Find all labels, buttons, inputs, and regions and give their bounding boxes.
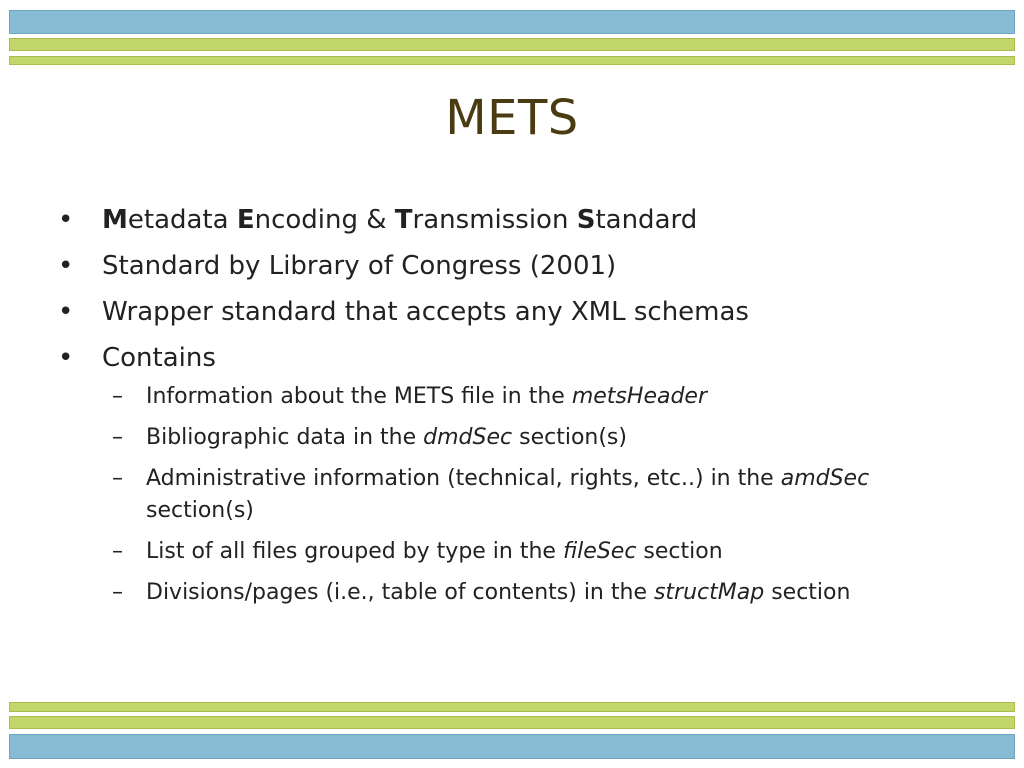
bullet-item [56, 289, 956, 335]
bullet-icon: • [58, 251, 74, 281]
dash-icon: – [112, 425, 123, 450]
dash-icon: – [112, 466, 123, 491]
slide-title: METS [445, 90, 579, 146]
bullet-item [56, 243, 956, 289]
acronym-letter-m: M [102, 205, 128, 235]
bottom-green-stripe-thin [9, 702, 1015, 712]
top-green-stripe-thin [9, 56, 1015, 65]
sub-bullet-item [112, 577, 956, 609]
bullet-text-acronym [102, 197, 697, 243]
sub-text-pre: List of all files grouped by type in the [146, 539, 563, 564]
bullet-icon: • [58, 297, 74, 327]
sub-text-em: dmdSec [423, 425, 513, 450]
bullet-list [56, 197, 956, 618]
sub-bullet-list [56, 381, 956, 609]
bullet-text: Wrapper standard that accepts any XML schemas [102, 297, 749, 327]
acronym-word: ncoding & [254, 205, 395, 235]
bullet-text: Standard by Library of Congress (2001) [102, 251, 617, 281]
acronym-letter-e: E [236, 205, 255, 235]
sub-bullet-text [146, 422, 916, 454]
bullet-item [56, 197, 956, 243]
bullet-icon: • [58, 343, 74, 373]
sub-text-post: section(s) [146, 498, 254, 523]
sub-text-post: section [636, 539, 723, 564]
sub-bullet-text [146, 381, 916, 413]
top-blue-stripe [9, 10, 1015, 34]
acronym-word: tandard [595, 205, 698, 235]
sub-bullet-item [112, 422, 956, 454]
dash-icon: – [112, 384, 123, 409]
sub-text-em: metsHeader [571, 384, 708, 409]
sub-text-pre: Administrative information (technical, rights, etc..) in the [146, 466, 781, 491]
sub-text-pre: Bibliographic data in the [146, 425, 424, 450]
sub-bullet-item [112, 463, 956, 527]
sub-text-em: amdSec [780, 466, 870, 491]
sub-text-em: structMap [653, 580, 765, 605]
sub-bullet-text [146, 536, 916, 568]
dash-icon: – [112, 580, 123, 605]
sub-text-pre: Divisions/pages (i.e., table of contents) in the [146, 580, 654, 605]
sub-bullet-text [146, 577, 916, 609]
dash-icon: – [112, 539, 123, 564]
sub-text-em: fileSec [562, 539, 637, 564]
sub-text-pre: Information about the METS file in the [146, 384, 572, 409]
bottom-green-stripe-wide [9, 716, 1015, 729]
sub-bullet-text [146, 463, 916, 527]
acronym-letter-t: T [394, 205, 413, 235]
sub-bullet-item [112, 381, 956, 413]
top-green-stripe-wide [9, 38, 1015, 51]
sub-text-post: section [764, 580, 851, 605]
sub-bullet-item [112, 536, 956, 568]
bullet-icon: • [58, 205, 74, 235]
acronym-letter-s: S [576, 205, 596, 235]
bullet-item [56, 335, 956, 381]
acronym-word: ransmission [412, 205, 577, 235]
bullet-text: Contains [102, 343, 216, 373]
sub-text-post: section(s) [512, 425, 627, 450]
bottom-blue-stripe [9, 734, 1015, 759]
acronym-word: etadata [127, 205, 237, 235]
